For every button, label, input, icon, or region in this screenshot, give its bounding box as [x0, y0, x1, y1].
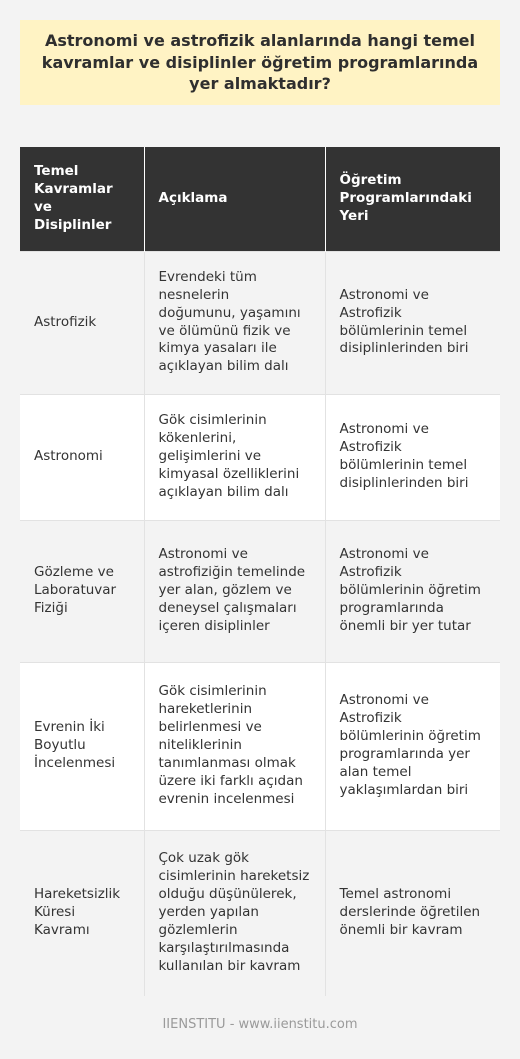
- footer-credit: IIENSTITU - www.iienstitu.com: [162, 1017, 358, 1032]
- header-curriculum-place: Öğretim Programlarındaki Yeri: [325, 147, 500, 251]
- cell-description: Gök cisimlerinin kökenlerini, gelişimlerini ve kimyasal özelliklerini açıklayan bilim dalı: [144, 394, 325, 520]
- cell-curriculum-place: Astronomi ve Astrofizik bölümlerinin öğretim programlarında yer alan temel yaklaşımlardan biri: [325, 662, 500, 830]
- concepts-table: [20, 147, 500, 996]
- header-concepts: Temel Kavramlar ve Disiplinler: [20, 147, 144, 251]
- cell-description: Gök cisimlerinin hareketlerinin belirlenmesi ve niteliklerinin tanımlanması olmak üzere iki farklı açıdan evrenin incelenmesi: [144, 662, 325, 830]
- cell-concept: Hareketsizlik Küresi Kavramı: [20, 830, 144, 996]
- table-row: [20, 394, 500, 520]
- cell-description: Evrendeki tüm nesnelerin doğumunu, yaşamını ve ölümünü fizik ve kimya yasaları ile açıklayan bilim dalı: [144, 251, 325, 394]
- cell-concept: Gözleme ve Laboratuvar Fiziği: [20, 520, 144, 662]
- table-row: [20, 830, 500, 996]
- cell-concept: Astrofizik: [20, 251, 144, 394]
- table-row: [20, 251, 500, 394]
- table-row: [20, 520, 500, 662]
- cell-curriculum-place: Temel astronomi derslerinde öğretilen önemli bir kavram: [325, 830, 500, 996]
- cell-concept: Evrenin İki Boyutlu İncelenmesi: [20, 662, 144, 830]
- cell-concept: Astronomi: [20, 394, 144, 520]
- title-banner: [20, 20, 500, 105]
- page-title: Astronomi ve astrofizik alanlarında hangi temel kavramlar ve disiplinler öğretim programlarında yer almaktadır?: [41, 31, 479, 94]
- cell-curriculum-place: Astronomi ve Astrofizik bölümlerinin temel disiplinlerinden biri: [325, 251, 500, 394]
- cell-curriculum-place: Astronomi ve Astrofizik bölümlerinin temel disiplinlerinden biri: [325, 394, 500, 520]
- table-header-row: [20, 147, 500, 251]
- cell-description: Astronomi ve astrofiziğin temelinde yer alan, gözlem ve deneysel çalışmaları içeren disiplinler: [144, 520, 325, 662]
- cell-curriculum-place: Astronomi ve Astrofizik bölümlerinin öğretim programlarında önemli bir yer tutar: [325, 520, 500, 662]
- table-row: [20, 662, 500, 830]
- cell-description: Çok uzak gök cisimlerinin hareketsiz olduğu düşünülerek, yerden yapılan gözlemlerin karşılaştırılmasında kullanılan bir kavram: [144, 830, 325, 996]
- header-description: Açıklama: [144, 147, 325, 251]
